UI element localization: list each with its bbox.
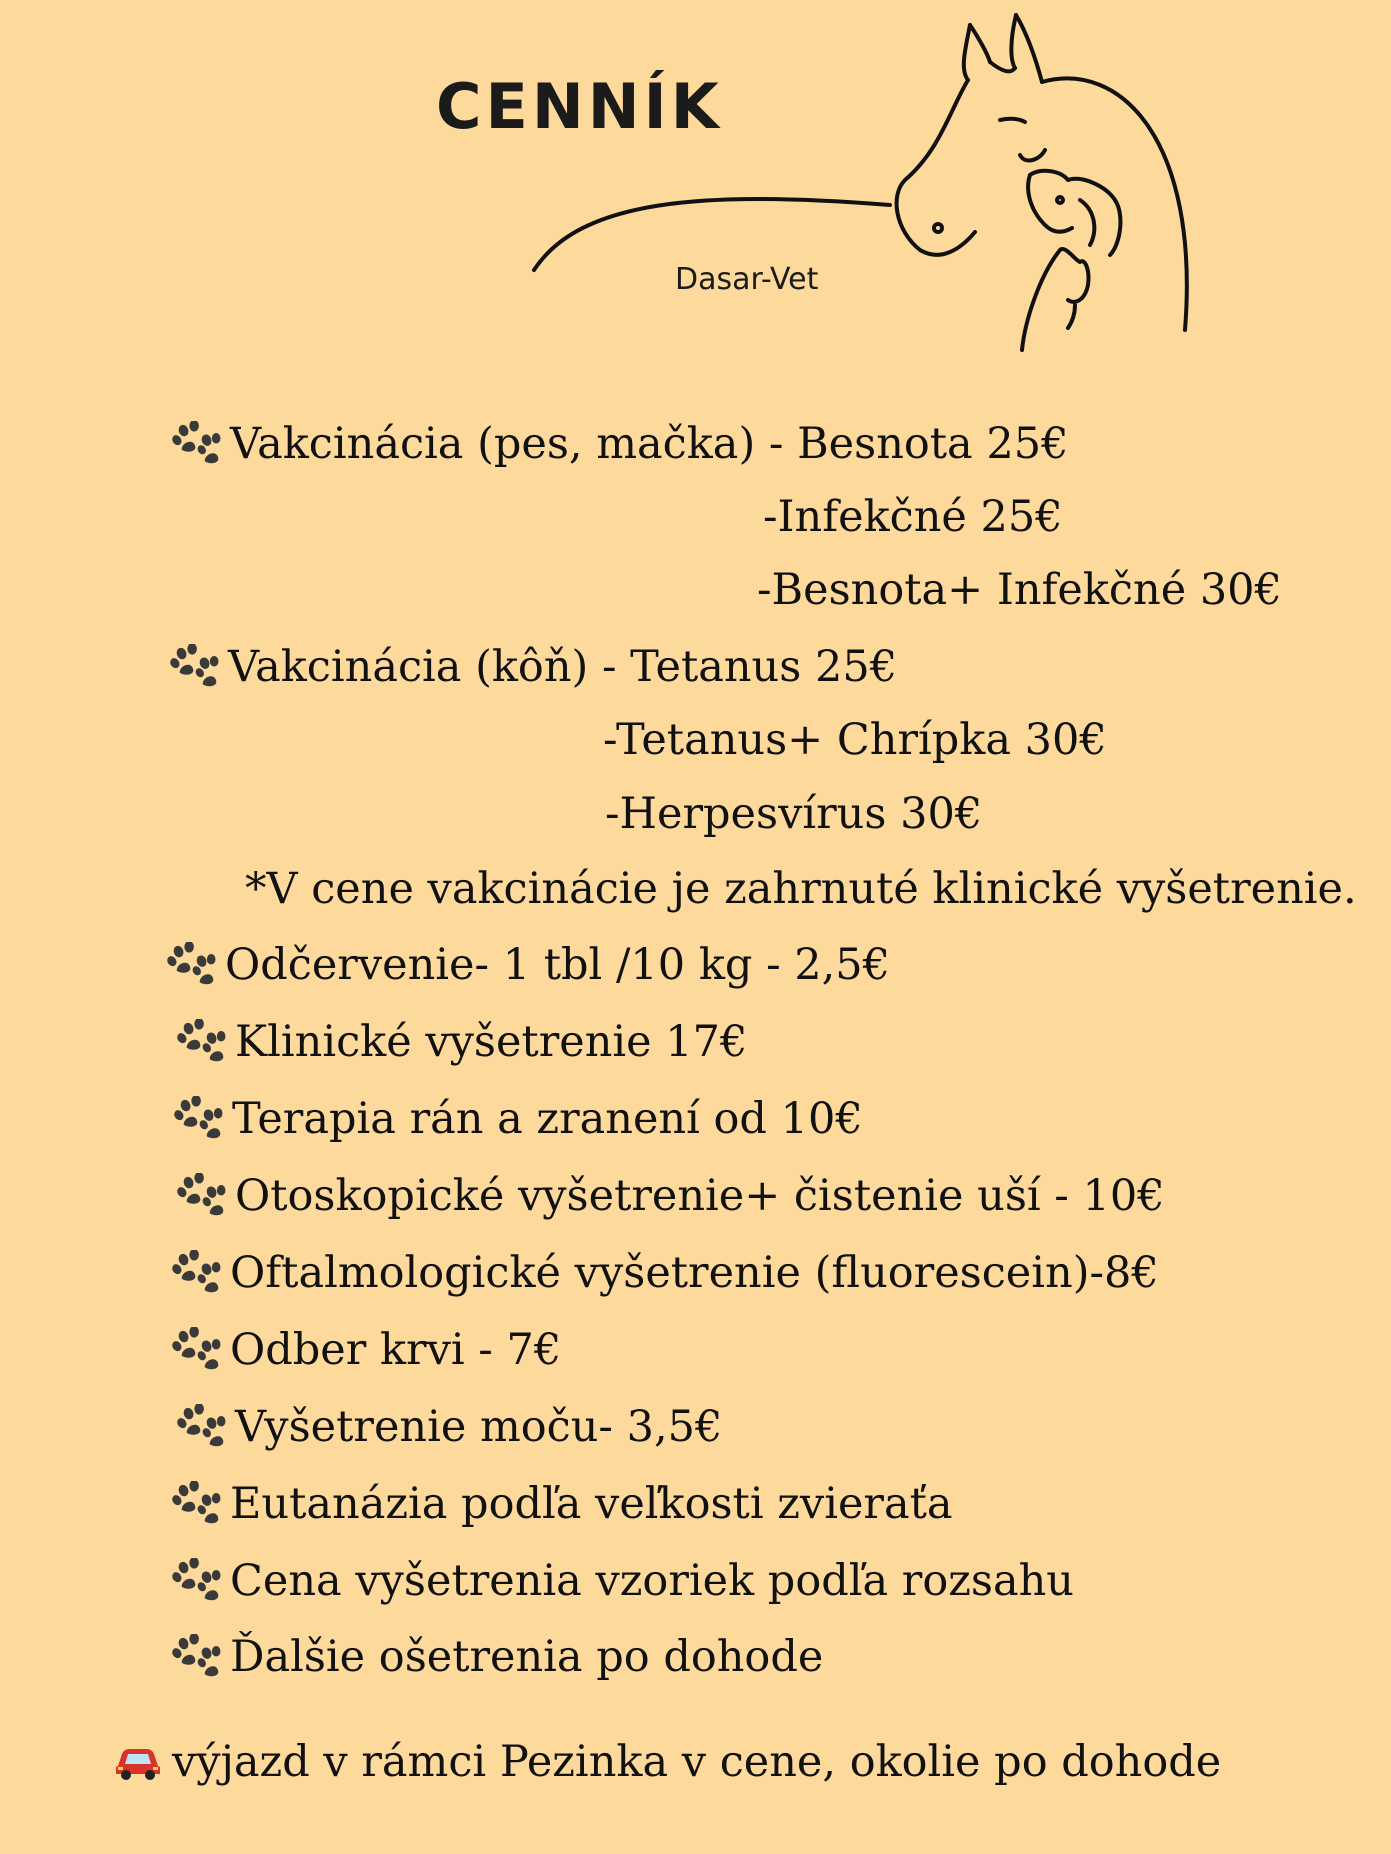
item-label: Ďalšie ošetrenia po dohode — [230, 1632, 824, 1682]
list-subitem — [763, 490, 1063, 544]
list-subitem — [757, 563, 1282, 617]
item-label: -Tetanus+ Chrípka 30€ — [603, 715, 1107, 765]
list-item — [175, 1015, 747, 1069]
item-label: Vakcinácia (pes, mačka) - Besnota 25€ — [230, 419, 1069, 469]
paw-icon — [170, 1634, 224, 1680]
list-subitem — [603, 713, 1107, 767]
paw-icon — [168, 644, 222, 690]
horse-dog-cat-logo-icon — [520, 0, 1220, 370]
paw-icon — [170, 1481, 224, 1527]
list-item — [175, 1400, 722, 1454]
item-label: -Besnota+ Infekčné 30€ — [757, 565, 1282, 615]
paw-icon — [175, 1404, 229, 1450]
list-item — [165, 938, 890, 992]
paw-icon — [172, 1096, 226, 1142]
paw-icon — [175, 1019, 229, 1065]
list-item — [170, 1554, 1074, 1608]
list-subitem — [605, 787, 982, 841]
item-label: Vyšetrenie moču- 3,5€ — [235, 1402, 723, 1452]
item-label: Otoskopické vyšetrenie+ čistenie uší - 10€ — [235, 1171, 1165, 1221]
list-item — [170, 1246, 1159, 1300]
item-label: -Herpesvírus 30€ — [605, 789, 983, 839]
item-label: Cena vyšetrenia vzoriek podľa rozsahu — [230, 1556, 1074, 1606]
list-item — [168, 640, 897, 694]
paw-icon — [170, 421, 224, 467]
list-item — [172, 1092, 863, 1146]
list-item — [170, 1323, 561, 1377]
list-item — [175, 1169, 1165, 1223]
paw-icon — [170, 1327, 224, 1373]
brand-name: Dasar-Vet — [675, 262, 819, 297]
travel-note — [112, 1735, 1221, 1789]
vaccination-note — [245, 862, 1357, 916]
list-item — [170, 1630, 823, 1684]
page-title: CENNÍK — [436, 70, 723, 143]
paw-icon — [170, 1558, 224, 1604]
travel-text: výjazd v rámci Pezinka v cene, okolie po dohode — [172, 1737, 1222, 1787]
item-label: Oftalmologické vyšetrenie (fluorescein)-8€ — [230, 1248, 1159, 1298]
car-icon — [112, 1742, 164, 1782]
item-label: Terapia rán a zranení od 10€ — [232, 1094, 863, 1144]
paw-icon — [175, 1173, 229, 1219]
note-text: *V cene vakcinácie je zahrnuté klinické vyšetrenie. — [245, 864, 1357, 914]
item-label: Klinické vyšetrenie 17€ — [235, 1017, 748, 1067]
item-label: Odber krvi - 7€ — [230, 1325, 562, 1375]
item-label: Eutanázia podľa veľkosti zvieraťa — [230, 1479, 953, 1529]
item-label: Odčervenie- 1 tbl /10 kg - 2,5€ — [225, 940, 891, 990]
paw-icon — [170, 1250, 224, 1296]
list-item — [170, 1477, 953, 1531]
list-item — [170, 417, 1068, 471]
item-label: Vakcinácia (kôň) - Tetanus 25€ — [228, 642, 898, 692]
paw-icon — [165, 942, 219, 988]
item-label: -Infekčné 25€ — [763, 492, 1063, 542]
